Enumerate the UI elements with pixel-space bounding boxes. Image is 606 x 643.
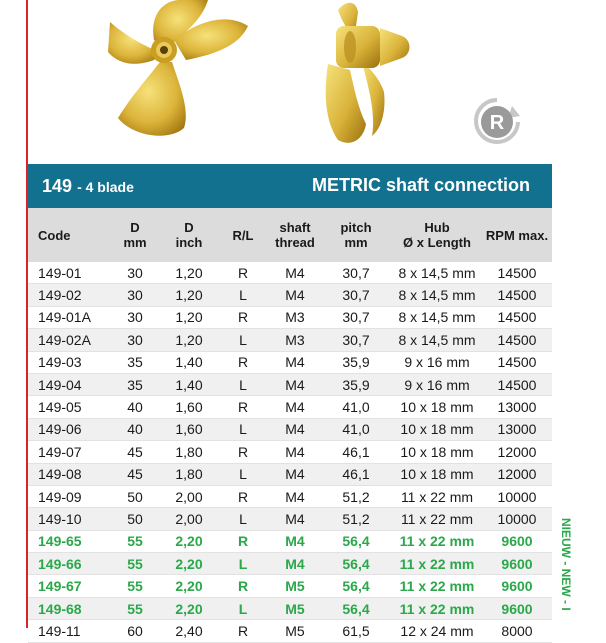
cell-code: 149-10 [28, 508, 108, 530]
column-header: D mm [108, 208, 162, 262]
cell-pitch: 30,7 [320, 262, 392, 284]
cell-rl: R [216, 306, 270, 328]
table-row [28, 463, 552, 485]
cell-rpm: 13000 [482, 396, 552, 418]
cell-code: 149-65 [28, 530, 108, 552]
cell-code: 149-06 [28, 418, 108, 440]
cell-rl: R [216, 620, 270, 642]
cell-pitch: 51,2 [320, 485, 392, 507]
propeller-side-image [310, 0, 430, 150]
cell-pitch: 46,1 [320, 441, 392, 463]
cell-code: 149-11 [28, 620, 108, 642]
cell-d-mm: 30 [108, 262, 162, 284]
cell-hub: 10 x 18 mm [392, 441, 482, 463]
cell-thread: M4 [270, 508, 320, 530]
column-header: Code [28, 208, 108, 262]
cell-pitch: 51,2 [320, 508, 392, 530]
column-header: D inch [162, 208, 216, 262]
cell-rpm: 9600 [482, 553, 552, 575]
cell-thread: M4 [270, 262, 320, 284]
cell-rpm: 12000 [482, 441, 552, 463]
cell-rpm: 13000 [482, 418, 552, 440]
column-header: RPM max. [482, 208, 552, 262]
cell-code: 149-66 [28, 553, 108, 575]
cell-d-mm: 50 [108, 508, 162, 530]
cell-hub: 9 x 16 mm [392, 351, 482, 373]
new-items-label: NIEUW - NEW - I [559, 518, 573, 611]
table-row [28, 530, 552, 552]
cell-code: 149-05 [28, 396, 108, 418]
table-row [28, 306, 552, 328]
cell-pitch: 56,4 [320, 575, 392, 597]
cell-pitch: 35,9 [320, 351, 392, 373]
table-row [28, 485, 552, 507]
section-header [28, 164, 552, 208]
cell-pitch: 30,7 [320, 306, 392, 328]
cell-hub: 11 x 22 mm [392, 530, 482, 552]
cell-hub: 10 x 18 mm [392, 463, 482, 485]
cell-d-mm: 55 [108, 597, 162, 619]
cell-d-inch: 2,20 [162, 597, 216, 619]
connection-type: METRIC shaft connection [312, 175, 531, 195]
cell-d-mm: 60 [108, 620, 162, 642]
cell-thread: M5 [270, 620, 320, 642]
cell-d-mm: 35 [108, 351, 162, 373]
cell-rl: R [216, 575, 270, 597]
cell-d-mm: 45 [108, 463, 162, 485]
cell-d-inch: 1,20 [162, 329, 216, 351]
propeller-spec-table [28, 208, 552, 643]
cell-d-inch: 1,80 [162, 463, 216, 485]
cell-d-mm: 30 [108, 284, 162, 306]
cell-rl: R [216, 351, 270, 373]
cell-thread: M4 [270, 418, 320, 440]
cell-thread: M4 [270, 373, 320, 395]
cell-rpm: 9600 [482, 597, 552, 619]
cell-d-inch: 1,40 [162, 351, 216, 373]
cell-d-mm: 50 [108, 485, 162, 507]
cell-rpm: 14500 [482, 329, 552, 351]
cell-d-mm: 55 [108, 530, 162, 552]
cell-d-inch: 1,60 [162, 396, 216, 418]
table-row [28, 329, 552, 351]
table-body [28, 262, 552, 642]
cell-d-inch: 2,00 [162, 508, 216, 530]
cell-rpm: 14500 [482, 306, 552, 328]
table-row [28, 351, 552, 373]
cell-d-inch: 1,60 [162, 418, 216, 440]
cell-d-inch: 2,20 [162, 530, 216, 552]
cell-hub: 11 x 22 mm [392, 508, 482, 530]
cell-code: 149-01 [28, 262, 108, 284]
cell-d-mm: 35 [108, 373, 162, 395]
table-row [28, 418, 552, 440]
cell-rl: L [216, 329, 270, 351]
cell-rl: R [216, 262, 270, 284]
cell-code: 149-67 [28, 575, 108, 597]
table-header-row [28, 208, 552, 262]
cell-d-mm: 40 [108, 418, 162, 440]
cell-hub: 10 x 18 mm [392, 418, 482, 440]
cell-d-inch: 2,20 [162, 553, 216, 575]
cell-rl: R [216, 441, 270, 463]
cell-hub: 8 x 14,5 mm [392, 262, 482, 284]
cell-thread: M4 [270, 396, 320, 418]
cell-code: 149-08 [28, 463, 108, 485]
cell-thread: M4 [270, 463, 320, 485]
cell-code: 149-68 [28, 597, 108, 619]
table-row [28, 262, 552, 284]
cell-code: 149-01A [28, 306, 108, 328]
cell-d-mm: 30 [108, 306, 162, 328]
cell-pitch: 41,0 [320, 396, 392, 418]
cell-pitch: 61,5 [320, 620, 392, 642]
cell-hub: 11 x 22 mm [392, 597, 482, 619]
table-row [28, 553, 552, 575]
cell-code: 149-09 [28, 485, 108, 507]
cell-code: 149-07 [28, 441, 108, 463]
cell-d-inch: 1,20 [162, 306, 216, 328]
cell-rl: L [216, 508, 270, 530]
table-row [28, 396, 552, 418]
cell-thread: M5 [270, 597, 320, 619]
cell-hub: 11 x 22 mm [392, 575, 482, 597]
cell-d-mm: 30 [108, 329, 162, 351]
series-code: 149 [42, 176, 73, 196]
cell-pitch: 30,7 [320, 329, 392, 351]
cell-thread: M4 [270, 553, 320, 575]
cell-pitch: 35,9 [320, 373, 392, 395]
cell-d-inch: 1,80 [162, 441, 216, 463]
cell-rpm: 10000 [482, 485, 552, 507]
table-row [28, 284, 552, 306]
cell-code: 149-03 [28, 351, 108, 373]
cell-thread: M4 [270, 485, 320, 507]
badge-letter: R [489, 112, 505, 134]
cell-d-mm: 55 [108, 575, 162, 597]
cell-rl: R [216, 485, 270, 507]
cell-d-mm: 45 [108, 441, 162, 463]
cell-rl: L [216, 463, 270, 485]
table-row [28, 575, 552, 597]
cell-thread: M4 [270, 284, 320, 306]
cell-d-inch: 1,20 [162, 284, 216, 306]
cell-d-inch: 2,40 [162, 620, 216, 642]
cell-code: 149-02 [28, 284, 108, 306]
cell-hub: 8 x 14,5 mm [392, 306, 482, 328]
cell-d-inch: 2,00 [162, 485, 216, 507]
column-header: pitch mm [320, 208, 392, 262]
cell-rl: L [216, 373, 270, 395]
cell-rpm: 9600 [482, 575, 552, 597]
cell-thread: M4 [270, 441, 320, 463]
table-row [28, 597, 552, 619]
cell-rpm: 14500 [482, 373, 552, 395]
cell-pitch: 56,4 [320, 530, 392, 552]
table-row [28, 373, 552, 395]
cell-pitch: 56,4 [320, 553, 392, 575]
series-title [42, 176, 134, 197]
cell-rl: R [216, 396, 270, 418]
cell-d-mm: 40 [108, 396, 162, 418]
cell-code: 149-02A [28, 329, 108, 351]
cell-hub: 11 x 22 mm [392, 485, 482, 507]
cell-hub: 11 x 22 mm [392, 553, 482, 575]
cell-rpm: 14500 [482, 262, 552, 284]
cell-thread: M5 [270, 575, 320, 597]
cell-d-inch: 1,40 [162, 373, 216, 395]
cell-rpm: 8000 [482, 620, 552, 642]
cell-hub: 9 x 16 mm [392, 373, 482, 395]
cell-rl: L [216, 553, 270, 575]
cell-rl: R [216, 530, 270, 552]
cell-pitch: 30,7 [320, 284, 392, 306]
cell-thread: M3 [270, 329, 320, 351]
cell-pitch: 56,4 [320, 597, 392, 619]
cell-d-inch: 1,20 [162, 262, 216, 284]
cell-pitch: 41,0 [320, 418, 392, 440]
series-subtitle: - 4 blade [77, 179, 134, 195]
table-row [28, 508, 552, 530]
cell-d-inch: 2,20 [162, 575, 216, 597]
cell-hub: 8 x 14,5 mm [392, 329, 482, 351]
cell-rpm: 14500 [482, 284, 552, 306]
cell-d-mm: 55 [108, 553, 162, 575]
cell-code: 149-04 [28, 373, 108, 395]
cell-hub: 8 x 14,5 mm [392, 284, 482, 306]
cell-rl: L [216, 284, 270, 306]
cell-rpm: 9600 [482, 530, 552, 552]
column-header: R/L [216, 208, 270, 262]
cell-thread: M4 [270, 351, 320, 373]
column-header: shaft thread [270, 208, 320, 262]
table-row [28, 441, 552, 463]
propeller-front-image [98, 0, 278, 150]
cell-rpm: 10000 [482, 508, 552, 530]
cell-hub: 10 x 18 mm [392, 396, 482, 418]
cell-rl: L [216, 418, 270, 440]
cell-pitch: 46,1 [320, 463, 392, 485]
cell-rpm: 14500 [482, 351, 552, 373]
column-header: Hub Ø x Length [392, 208, 482, 262]
cell-hub: 12 x 24 mm [392, 620, 482, 642]
cell-rpm: 12000 [482, 463, 552, 485]
table-row [28, 620, 552, 642]
cell-rl: L [216, 597, 270, 619]
right-rotation-badge-icon [472, 96, 522, 148]
cell-thread: M4 [270, 530, 320, 552]
cell-thread: M3 [270, 306, 320, 328]
